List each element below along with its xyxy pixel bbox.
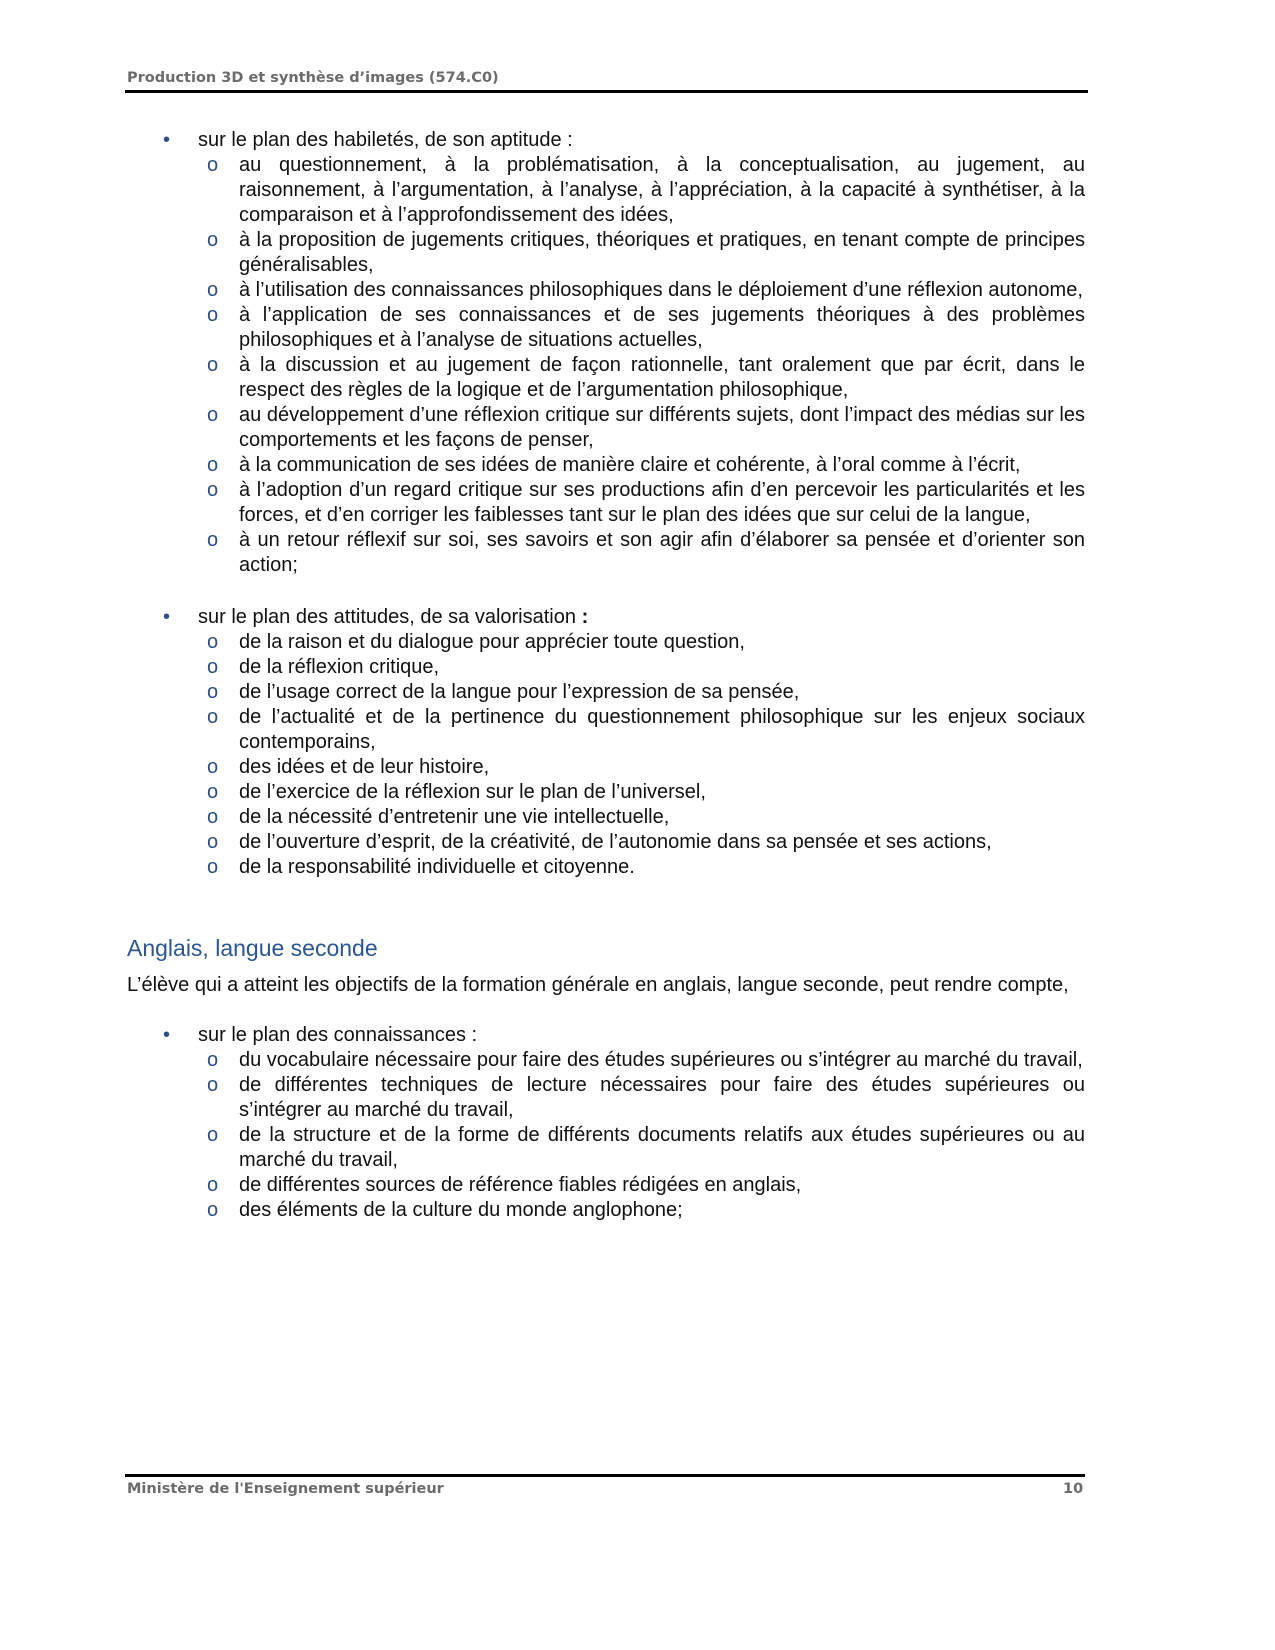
sub-list-item [198, 1173, 1085, 1198]
header-rule [125, 90, 1088, 93]
sub-item-text: de l’ouverture d’esprit, de la créativité, de l’autonomie dans sa pensée et ses actions, [239, 831, 992, 853]
sub-list-item [198, 1073, 1085, 1123]
circle-bullet-icon: o [207, 681, 219, 703]
circle-bullet-icon: o [207, 756, 219, 778]
bullet-item [127, 1023, 1085, 1223]
sub-item-text: à la discussion et au jugement de façon rationnelle, tant oralement que par écrit, dans le respect des règles de la logique et de l’argumentation philosophique, [239, 354, 1085, 401]
circle-bullet-icon: o [207, 806, 219, 828]
bullet-icon: • [163, 1024, 171, 1046]
sub-list-item [198, 705, 1085, 755]
sub-item-text: de différentes sources de référence fiables rédigées en anglais, [239, 1174, 802, 1196]
circle-bullet-icon: o [207, 154, 219, 176]
sub-list-item [198, 278, 1085, 303]
section-intro: L’élève qui a atteint les objectifs de la formation générale en anglais, langue seconde, peut rendre compte, [127, 974, 1069, 996]
sub-item-text: au questionnement, à la problématisation, à la conceptualisation, au jugement, au raisonnement, à l’argumentation, à l’analyse, à l’appréciation, à la capacité à synthétiser, à la comparaison et à l’approfondissement des idées, [239, 154, 1085, 226]
sub-list-item [198, 830, 1085, 855]
circle-bullet-icon: o [207, 831, 219, 853]
sub-item-text: du vocabulaire nécessaire pour faire des études supérieures ou s’intégrer au marché du travail, [239, 1049, 1083, 1071]
bullet-list [127, 1023, 1085, 1223]
sub-item-text: de l’usage correct de la langue pour l’expression de sa pensée, [239, 681, 800, 703]
sub-list-item [198, 1198, 1085, 1223]
sub-list-item [198, 780, 1085, 805]
circle-bullet-icon: o [207, 656, 219, 678]
sub-item-text: des idées et de leur histoire, [239, 756, 490, 778]
sub-item-text: à un retour réflexif sur soi, ses savoirs et son agir afin d’élaborer sa pensée et d’orienter son action; [239, 529, 1085, 576]
sub-item-text: de la structure et de la forme de différents documents relatifs aux études supérieures ou au marché du travail, [239, 1124, 1085, 1171]
bullet-item [127, 605, 1085, 880]
circle-bullet-icon: o [207, 354, 219, 376]
circle-bullet-icon: o [207, 404, 219, 426]
bullet-list [127, 128, 1085, 880]
sub-item-text: à la proposition de jugements critiques, théoriques et pratiques, en tenant compte de principes généralisables, [239, 229, 1085, 276]
circle-bullet-icon: o [207, 529, 219, 551]
page-number: 10 [1063, 1481, 1084, 1497]
sub-list-item [198, 403, 1085, 453]
section-heading: Anglais, langue seconde [127, 935, 378, 961]
circle-bullet-icon: o [207, 1049, 219, 1071]
circle-bullet-icon: o [207, 229, 219, 251]
circle-bullet-icon: o [207, 706, 219, 728]
sub-list-item [198, 353, 1085, 403]
sub-list-item [198, 153, 1085, 228]
bullet-label-colon: : [581, 606, 589, 628]
sub-item-text: à la communication de ses idées de manière claire et cohérente, à l’oral comme à l’écrit, [239, 454, 1021, 476]
bullet-label: sur le plan des connaissances : [198, 1024, 478, 1046]
sub-list-item [198, 453, 1085, 478]
bullet-icon: • [163, 129, 171, 151]
circle-bullet-icon: o [207, 479, 219, 501]
bullet-label: sur le plan des habiletés, de son aptitude : [198, 129, 573, 151]
bullet-label: sur le plan des attitudes, de sa valorisation [198, 606, 582, 628]
sub-list-item [198, 855, 1085, 880]
sub-list [198, 630, 1085, 880]
sub-item-text: de l’actualité et de la pertinence du questionnement philosophique sur les enjeux sociaux contemporains, [239, 706, 1085, 753]
sub-list-item [198, 680, 1085, 705]
sub-item-text: de la réflexion critique, [239, 656, 440, 678]
circle-bullet-icon: o [207, 856, 219, 878]
sub-item-text: de l’exercice de la réflexion sur le plan de l’universel, [239, 781, 706, 803]
circle-bullet-icon: o [207, 1124, 219, 1146]
circle-bullet-icon: o [207, 279, 219, 301]
circle-bullet-icon: o [207, 1199, 219, 1221]
circle-bullet-icon: o [207, 1174, 219, 1196]
sub-item-text: à l’adoption d’un regard critique sur ses productions afin d’en percevoir les particularités et les forces, et d’en corriger les faiblesses tant sur le plan des idées que sur celui de la langue, [239, 479, 1085, 526]
circle-bullet-icon: o [207, 1074, 219, 1096]
sub-list-item [198, 528, 1085, 578]
footer-rule [125, 1474, 1085, 1477]
sub-list-item [198, 228, 1085, 278]
sub-item-text: de la raison et du dialogue pour apprécier toute question, [239, 631, 745, 653]
sub-item-text: à l’utilisation des connaissances philosophiques dans le déploiement d’une réflexion autonome, [239, 279, 1083, 301]
sub-list-item [198, 1048, 1085, 1073]
sub-list-item [198, 478, 1085, 528]
section-english-list [127, 1023, 1085, 1223]
sub-list-item [198, 755, 1085, 780]
sub-list-item [198, 1123, 1085, 1173]
circle-bullet-icon: o [207, 304, 219, 326]
sub-item-text: de la responsabilité individuelle et citoyenne. [239, 856, 635, 878]
sub-item-text: de la nécessité d’entretenir une vie intellectuelle, [239, 806, 670, 828]
circle-bullet-icon: o [207, 631, 219, 653]
sub-item-text: des éléments de la culture du monde anglophone; [239, 1199, 683, 1221]
document-body [127, 128, 1085, 1223]
sub-item-text: au développement d’une réflexion critique sur différents sujets, dont l’impact des médias sur les comportements et les façons de penser, [239, 404, 1085, 451]
sub-item-text: de différentes techniques de lecture nécessaires pour faire des études supérieures ou s’intégrer au marché du travail, [239, 1074, 1085, 1121]
circle-bullet-icon: o [207, 454, 219, 476]
sub-list-item [198, 630, 1085, 655]
sub-list-item [198, 303, 1085, 353]
running-header: Production 3D et synthèse d’images (574.C0) [127, 70, 499, 86]
sub-list-item [198, 805, 1085, 830]
sub-list-item [198, 655, 1085, 680]
circle-bullet-icon: o [207, 781, 219, 803]
list-spacer [127, 578, 1085, 605]
section-philosophy-list [127, 128, 1085, 880]
footer-ministry: Ministère de l'Enseignement supérieur [127, 1481, 444, 1497]
sub-item-text: à l’application de ses connaissances et de ses jugements théoriques à des problèmes philosophiques et à l’analyse de situations actuelles, [239, 304, 1085, 351]
sub-list [198, 153, 1085, 578]
bullet-item [127, 128, 1085, 578]
sub-list [198, 1048, 1085, 1223]
bullet-icon: • [163, 606, 171, 628]
